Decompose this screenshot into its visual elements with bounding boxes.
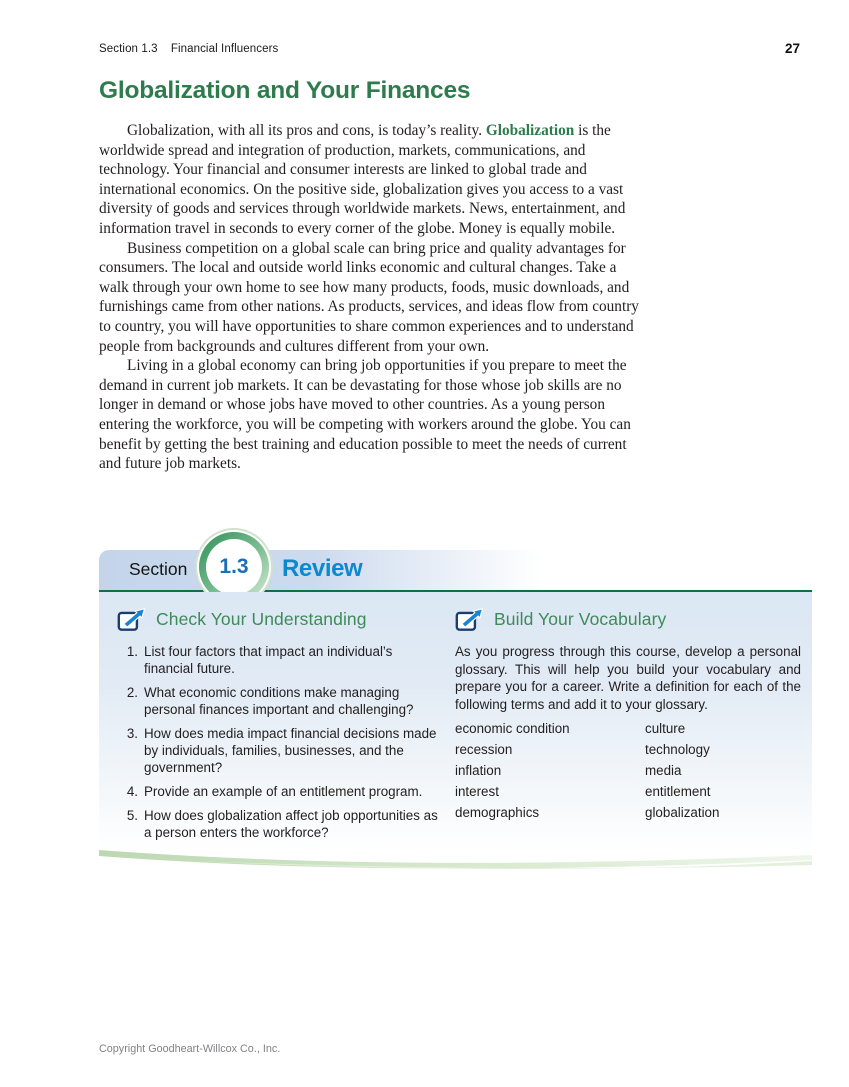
term-row <box>455 739 803 760</box>
vocab-terms-list <box>455 718 803 823</box>
question-number: 2. <box>126 685 138 700</box>
paragraph-3: Living in a global economy can bring job opportunities if you prepare to meet the demand in current job markets. It can be devastating for those whose job skills are no longer in demand or whose jobs have moved to other countries. As a young person entering the workforce, you will be competing with workers around the globe. You can benefit by getting the best training and education possible to meet the needs of current and future job markets. <box>99 357 631 473</box>
term-row <box>455 781 803 802</box>
vocab-term: inflation <box>455 763 502 778</box>
section-number: 1.3 <box>206 539 262 595</box>
section-review-box <box>99 550 812 862</box>
vocab-term: globalization <box>645 805 720 820</box>
question-text: How does media impact financial decisions made by individuals, families, businesses, and the government? <box>144 726 437 775</box>
share-arrow-icon <box>117 606 147 632</box>
vocab-term: culture <box>645 721 686 736</box>
build-your-vocabulary-column <box>455 606 803 823</box>
question-number: 1. <box>126 644 138 659</box>
share-arrow-icon <box>455 606 485 632</box>
review-header-bar <box>99 550 812 592</box>
vocab-term: economic condition <box>455 721 570 736</box>
term-row <box>455 802 803 823</box>
vocab-term: recession <box>455 742 513 757</box>
vocab-term: media <box>645 763 682 778</box>
paragraph-1-post: is the worldwide spread and integration of production, markets, communications, and technology. Your financial and consumer interests are linked to global trade and international economics. On the positive side, globalization gives you access to a vast diversity of goods and services through worldwide markets. News, entertainment, and information travel in seconds to every corner of the globe. Money is equally mobile. <box>99 122 626 237</box>
term-row <box>455 760 803 781</box>
check-your-understanding-column <box>117 606 447 848</box>
check-heading: Check Your Understanding <box>156 608 367 629</box>
question-text: What economic conditions make managing personal finances important and challenging? <box>144 685 414 717</box>
check-questions-list <box>117 643 447 841</box>
paragraph-1 <box>99 121 647 239</box>
review-panel <box>99 592 812 862</box>
question-item <box>117 807 447 841</box>
copyright-footer: Copyright Goodheart-Willcox Co., Inc. <box>99 1043 281 1055</box>
paragraph-1-pre: Globalization, with all its pros and cons, is today’s reality. <box>127 122 486 139</box>
vocab-intro: As you progress through this course, develop a personal glossary. This will help you build your vocabulary and prepare you for a career. Write a definition for each of the following terms and add it to your glossary. <box>455 644 801 712</box>
page-number: 27 <box>784 41 800 56</box>
review-title: Review <box>282 555 363 582</box>
question-item <box>117 684 447 718</box>
vocab-heading: Build Your Vocabulary <box>494 608 667 629</box>
vocab-term: demographics <box>455 805 540 820</box>
vocab-term: technology <box>645 742 710 757</box>
question-number: 3. <box>126 726 138 741</box>
question-item <box>117 783 447 800</box>
question-item <box>117 643 447 677</box>
question-number: 4. <box>126 784 138 799</box>
paragraph-2: Business competition on a global scale can bring price and quality advantages for consumers. The local and outside world links economic and cultural changes. Take a walk through your own home to see how many products, foods, music downloads, and furnishings came from other nations. As products, services, and ideas flow from country to country, you will have opportunities to share common experiences and to understand people from backgrounds and cultures different from your own. <box>99 239 639 355</box>
section-label: Section <box>129 559 188 579</box>
vocab-heading-row <box>455 606 803 632</box>
question-number: 5. <box>126 808 138 823</box>
key-term-globalization: Globalization <box>485 122 575 139</box>
term-row <box>455 718 803 739</box>
check-heading-row <box>117 606 447 632</box>
article <box>99 77 647 474</box>
running-head: Section 1.3 Financial Influencers <box>99 43 279 55</box>
question-text: List four factors that impact an individual’s financial future. <box>144 644 393 676</box>
vocab-term: interest <box>455 784 499 799</box>
question-text: Provide an example of an entitlement program. <box>144 784 423 799</box>
vocab-term: entitlement <box>645 784 711 799</box>
decorative-swoosh <box>99 846 812 876</box>
question-item <box>117 725 447 776</box>
page-title: Globalization and Your Finances <box>99 77 471 104</box>
question-text: How does globalization affect job opportunities as a person enters the workforce? <box>144 808 438 840</box>
